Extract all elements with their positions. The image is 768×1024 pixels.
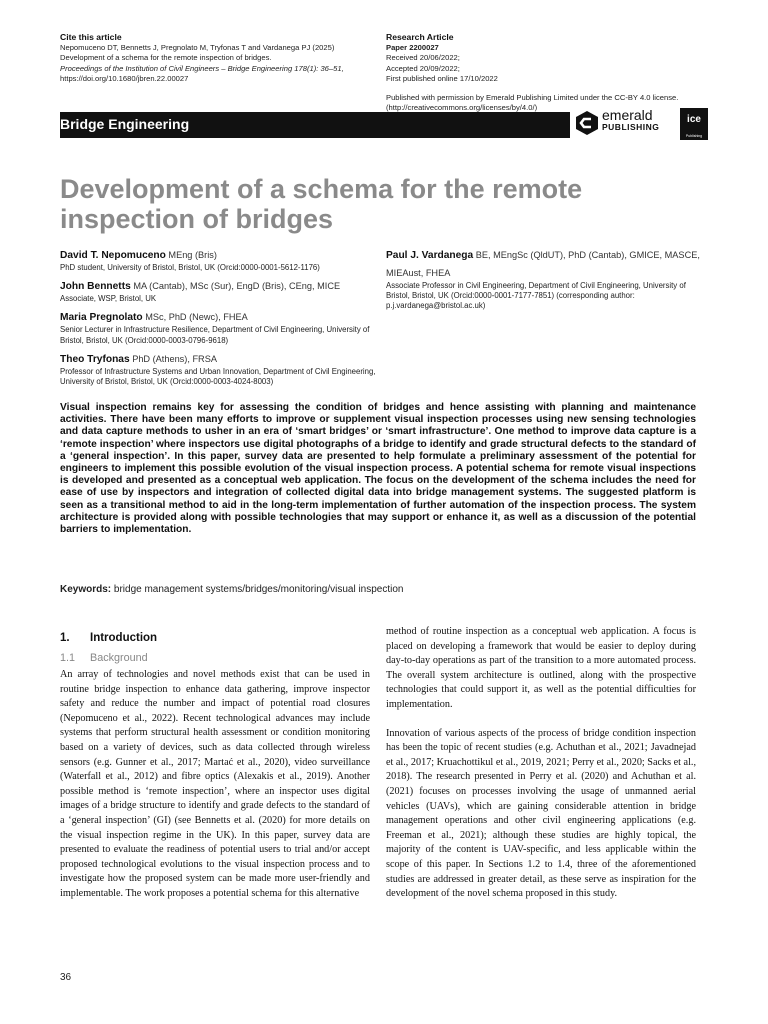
subsection-title: Background [90, 652, 148, 664]
author-affiliation: Senior Lecturer in Infrastructure Resilience, Department of Civil Engineering, University of Bristol, Bristol, UK (Orcid:0000-0003-0796-9618) [60, 325, 370, 345]
article-title: Development of a schema for the remote inspection of bridges [60, 174, 583, 234]
author-entry [60, 349, 380, 387]
author-affiliation: Associate, WSP, Bristol, UK [60, 294, 157, 304]
body-paragraph: An array of technologies and novel methods exist that can be used in routine bridge inspection to enhance data gathering, improve inspector safety and reduce the number and impact of potential road closures (Nepomuceno et al., 2022). Recent technological advances may include systems that perform structural health assessment or condition monitoring based on a variety of devices, such as data collected through wireless sensors (e.g. Gunner et al., 2017; Martać et al., 2020), video surveillance (Waterfall et al., 2012) and fibre optics (Alexakis et al., 2019). Another possible method is ‘remote inspection’, where an inspector uses digital images of a bridge structure to identify and grade defects to the standard of a ‘general inspection’ (GI) (see Bennetts et al. (2020) for more details on the visual inspection regime in the UK). In this paper, survey data are presented to evaluate the readiness of potential users to trial and/or accept proposed technological evolutions to the visual inspection process and to investigate how the proposed system can be made more user-friendly and implementable. The work proposes a potential schema for this alternative [60, 669, 370, 899]
section-number: 1. [60, 632, 70, 644]
keywords-text: bridge management systems/bridges/monitoring/visual inspection [111, 584, 404, 595]
cite-heading: Cite this article [60, 32, 122, 42]
ice-logo-text: ice [687, 114, 701, 125]
ice-logo [680, 108, 708, 140]
author-entry [60, 245, 380, 273]
author-affiliation: Associate Professor in Civil Engineering, Department of Civil Engineering, University of Bristol, Bristol, UK (Orcid:0000-0001-7177-7851) (corresponding author: p.j.vardanega@bristol.ac.uk) [386, 281, 686, 311]
body-column-right [386, 625, 696, 902]
body-column-left [60, 632, 370, 902]
author-degrees: MA (Cantab), MSc (Sur), EngD (Bris), CEng, MICE [130, 281, 341, 292]
emerald-logo-icon [574, 110, 600, 136]
author-degrees: MSc, PhD (Newc), FHEA [142, 312, 248, 323]
section-title: Introduction [90, 632, 158, 644]
author-name: Paul J. Vardanega [386, 250, 474, 261]
author-name: John Bennetts [60, 281, 131, 293]
ice-logo-sub: Publishing [685, 134, 703, 138]
paper-number: Paper 2200027 [386, 43, 439, 53]
published-date: First published online 17/10/2022 [386, 73, 498, 83]
keywords-label: Keywords: [60, 584, 112, 595]
author-name: David T. Nepomuceno [60, 250, 166, 261]
author-entry [386, 245, 708, 312]
accepted-date: Accepted 20/09/2022; [386, 63, 460, 73]
doi-link[interactable]: https://doi.org/10.1680/jbren.22.00027 [60, 73, 189, 83]
author-entry [60, 276, 380, 304]
cite-line: Nepomuceno DT, Bennetts J, Pregnolato M, Tryfonas T and Vardanega PJ (2025) [60, 43, 335, 53]
cite-block [60, 32, 380, 84]
author-degrees: MEng (Bris) [165, 250, 217, 260]
body-paragraph: Innovation of various aspects of the process of bridge condition inspection has been the topic of recent studies (e.g. Achuthan et al., 2021; Javadnejad et al., 2017; Kruachottikul et al., 2019, 2021; Perry et al., 2020; Sacks et al., 2018). The research presented in Perry et al. (2020) and Achuthan et al. (2021) focuses on processes involving the usage of unmanned aerial vehicles (UAVs), which are gaining considerable attention in bridge management operations and other civil engineering applications (e.g. Freeman et al., 2021); although these studies are highly topical, the majority of the content is UAV-specific, and less applicable within the scope of this paper. In Sections 1.2 to 1.4, three of the aforementioned studies are addressed in greater detail, as these serve as inspiration for the development of the novel schema proposed in this study. [386, 727, 696, 900]
author-list-right [386, 245, 708, 315]
subsection-number: 1.1 [60, 652, 76, 664]
journal-title: Bridge Engineering [60, 116, 190, 132]
received-date: Received 20/06/2022; [386, 53, 460, 63]
author-affiliation: Professor of Infrastructure Systems and Urban Innovation, Department of Civil Engineering, University of Bristol, Bristol, UK (Orcid:0000-0003-4024-8003) [60, 366, 376, 387]
page-number: 36 [60, 972, 72, 983]
publisher-name: emerald [602, 107, 653, 123]
license-text: Published with permission by Emerald Publishing Limited under the CC-BY 4.0 license. [386, 93, 679, 103]
author-affiliation: PhD student, University of Bristol, Bristol, UK (Orcid:0000-0001-5612-1176) [60, 263, 320, 272]
author-degrees: PhD (Athens), FRSA [129, 353, 217, 364]
author-name: Theo Tryfonas [60, 353, 130, 365]
abstract: Visual inspection remains key for assessing the condition of bridges and hence assisting with planning and maintenance activities. There have been many efforts to improve or supplement visual inspection processes using new sensing technologies and data capture methods to usher in an era of ‘smart bridges’ or ‘smart infrastructure’. One method to improve data capture is a ‘remote inspection’ where inspectors use digital photographs of a bridge to identify and grade structural defects to the standard of a ‘general inspection’. In this paper, survey data are presented to help formulate a preliminary assessment of the potential for engineers to implement this possible evolution of the visual inspection process. A potential schema for remote visual inspections is developed and presented as a conceptual web application. The focus on the development of the schema includes the need for ease of use by inspectors and integration of collected digital data into bridge management systems. The suggested platform is seen as a transitional method to aid in the long-term implementation of further automation of the inspection process. The system architecture is provided along with possible technologies that may support or enhance it, as well as a discussion of the potential barriers to implementation. [60, 402, 696, 536]
author-degrees: BE, MEngSc (QldUT), PhD (Cantab), GMICE, MASCE, MIEAust, FHEA [386, 250, 700, 278]
author-entry [60, 307, 380, 345]
keywords [60, 584, 696, 595]
section-heading [60, 632, 370, 644]
article-type: Research Article [386, 32, 454, 42]
cite-line: Development of a schema for the remote inspection of bridges. [60, 53, 272, 63]
publisher-logos [570, 104, 708, 144]
cite-line: Proceedings of the Institution of Civil Engineers – Bridge Engineering 178(1): 36–51, [60, 63, 344, 73]
publisher-sub: PUBLISHING [602, 122, 660, 132]
article-meta [386, 32, 716, 113]
body-paragraph: method of routine inspection as a conceptual web application. A focus is placed on developing a framework that would be easier to deploy during day-to-day operations as part of the transition to a more automated process. The overall system architecture is outlined, along with the prospective technologies that could support it, as well as the potential difficulties for implementation. [386, 626, 696, 710]
author-list-left [60, 245, 380, 390]
author-name: Maria Pregnolato [60, 312, 143, 324]
license-link[interactable]: (http://creativecommons.org/licenses/by/4.0/) [386, 103, 538, 113]
subsection-heading [60, 652, 370, 664]
